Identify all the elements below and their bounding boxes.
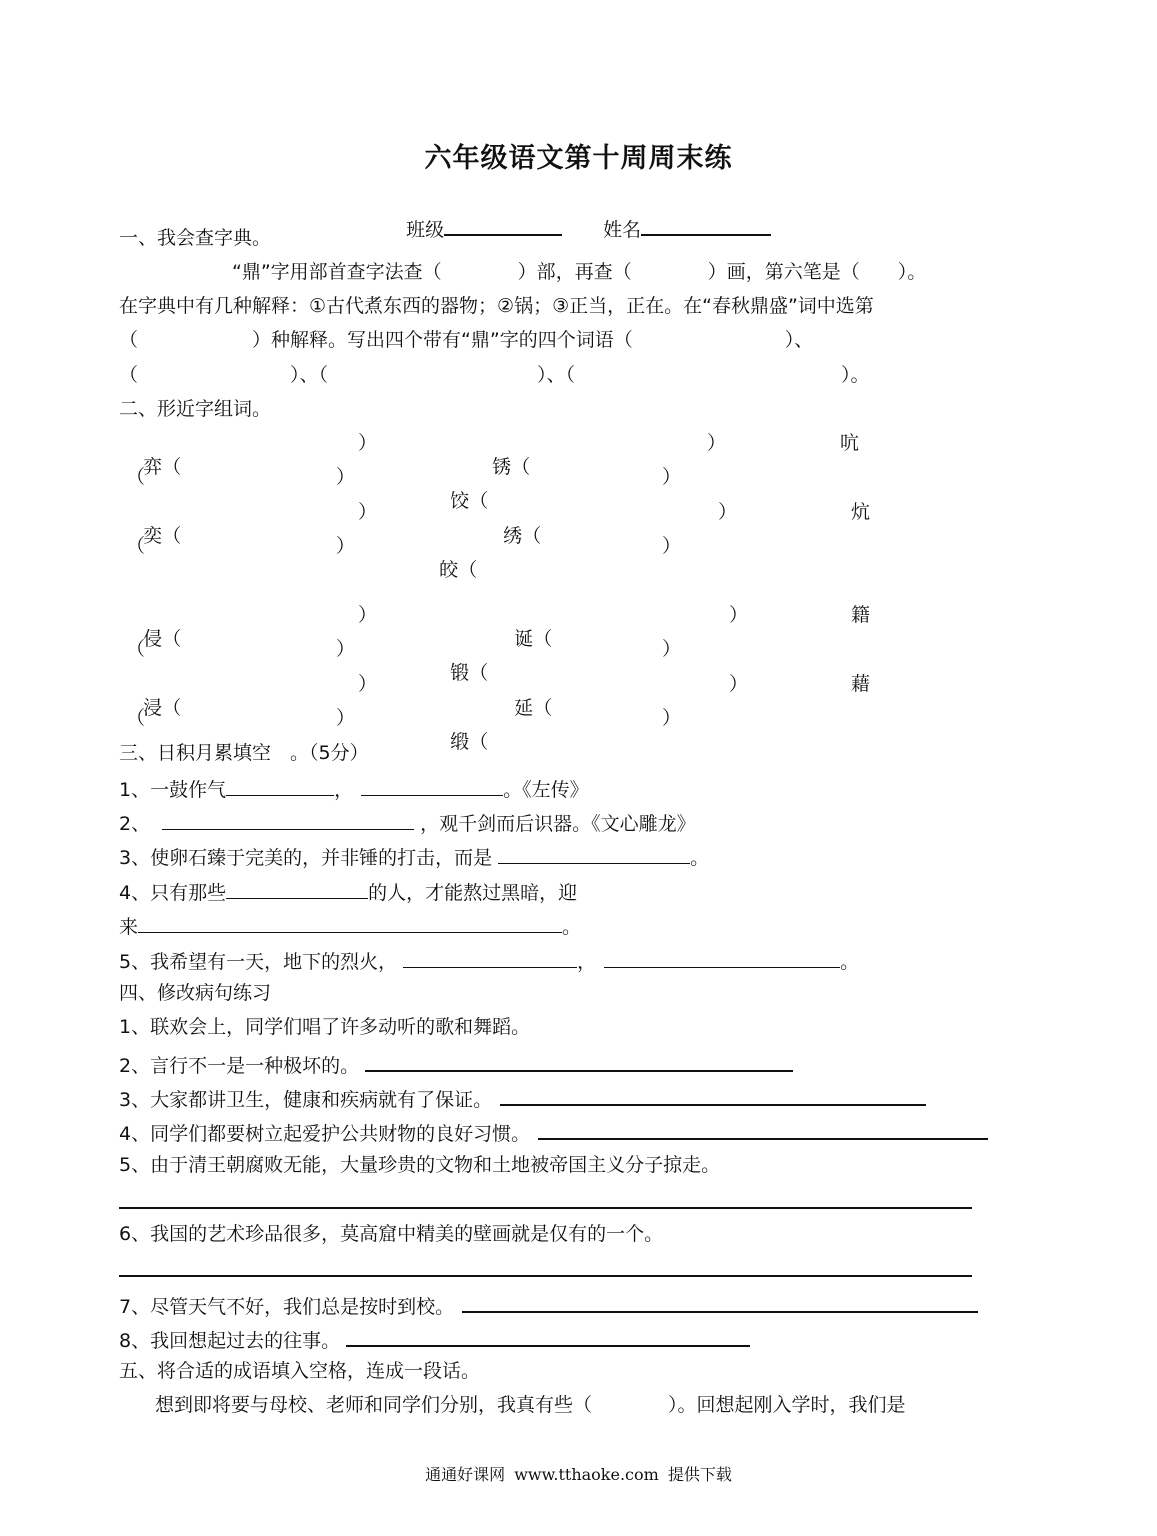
char-dan: 诞	[514, 628, 534, 650]
class-label: 班级	[406, 219, 445, 241]
section1-line3: （ ）种解释。写出四个带有“鼎”字的四个词语（ ）、	[119, 329, 814, 351]
paren-close: ）	[729, 673, 749, 695]
section1-line4: （ ）、（ ）、（ ）。	[119, 364, 870, 386]
answer-blank[interactable]	[138, 912, 562, 933]
footer-download-text: 提供下载	[667, 1465, 732, 1484]
similar-char-row: 奕（	[143, 525, 182, 547]
similar-char-row: 锈（	[492, 456, 531, 478]
char-qin: 侵	[143, 628, 163, 650]
footer-site-name: 通通好课网	[425, 1465, 506, 1484]
paren-open: （	[126, 638, 146, 660]
paren-close: ）	[358, 432, 378, 454]
paren-close: ）	[336, 707, 356, 729]
paren-open: （	[126, 466, 146, 488]
paren-close: ）	[336, 638, 356, 660]
char-duan2: 缎	[450, 731, 470, 753]
section2-heading: 二、形近字组词。	[119, 398, 272, 420]
char-ji: 籍	[851, 604, 871, 626]
answer-blank[interactable]	[604, 947, 840, 968]
paren-close: ）	[358, 673, 378, 695]
answer-blank[interactable]	[226, 775, 334, 796]
sentence-8: 8、我回想起过去的往事。	[119, 1325, 750, 1353]
paren-close: ）	[662, 535, 682, 557]
sentence-2: 2、言行不一是一种极坏的。	[119, 1050, 793, 1078]
section1-line1: “鼎”字用部首查字法查（ ）部，再查（ ）画，第六笔是（ ）。	[232, 261, 927, 283]
paren-close: ）	[662, 707, 682, 729]
paren-close: ）	[718, 501, 738, 523]
correction-blank[interactable]	[538, 1118, 988, 1140]
char-jiao: 饺	[450, 490, 470, 512]
similar-char-row: 皎（	[439, 559, 478, 581]
section4-heading: 四、修改病句练习	[119, 982, 272, 1004]
similar-char-row: 缎（	[450, 731, 489, 753]
correction-blank[interactable]	[365, 1050, 793, 1072]
similar-char-row: 饺（	[450, 490, 489, 512]
name-label: 姓名	[603, 219, 642, 241]
answer-blank[interactable]	[162, 809, 414, 830]
fill-question-4: 4、只有那些 的人，才能熬过黑暗，迎	[119, 878, 577, 905]
sentence-3: 3、大家都讲卫生，健康和疾病就有了保证。	[119, 1084, 926, 1112]
correction-blank[interactable]	[500, 1084, 926, 1106]
class-blank[interactable]	[444, 214, 562, 236]
section5-paragraph: 想到即将要与母校、老师和同学们分别，我真有些（ ）。回想起刚入学时，我们是	[155, 1394, 906, 1416]
similar-char-row: 侵（	[143, 628, 182, 650]
char-yi: 弈	[143, 456, 163, 478]
fill-question-1: 1、一鼓作气 ， 。《左传》	[119, 775, 589, 802]
sentence-5: 5、由于清王朝腐败无能，大量珍贵的文物和土地被帝国主义分子掠走。	[119, 1154, 721, 1176]
footer-url[interactable]: www.tthaoke.com	[514, 1465, 659, 1484]
paren-close: ）	[336, 466, 356, 488]
section3-heading: 三、日积月累填空 。（5分）	[119, 742, 369, 764]
paren-open: （	[126, 707, 146, 729]
similar-char-row: 锻（	[450, 662, 489, 684]
answer-blank[interactable]	[498, 843, 690, 864]
char-jin: 浸	[143, 697, 163, 719]
char-yi2: 奕	[143, 525, 163, 547]
similar-char-row: 诞（	[514, 628, 553, 650]
char-xiu: 锈	[492, 456, 512, 478]
section1-heading: 一、我会查字典。	[119, 227, 272, 249]
name-label-row	[579, 190, 771, 266]
sentence-4: 4、同学们都要树立起爱护公共财物的良好习惯。	[119, 1118, 988, 1146]
sentence-1: 1、联欢会上，同学们唱了许多动听的歌和舞蹈。	[119, 1016, 531, 1038]
answer-blank[interactable]	[403, 947, 577, 968]
char-hang: 吭	[840, 432, 860, 454]
paren-open: （	[126, 535, 146, 557]
paren-close: ）	[662, 466, 682, 488]
section5-heading: 五、将合适的成语填入空格，连成一段话。	[119, 1360, 481, 1382]
similar-char-row: 延（	[514, 697, 553, 719]
similar-char-row: 弈（	[143, 456, 182, 478]
char-xiu2: 绣	[503, 525, 523, 547]
paren-close: ）	[358, 604, 378, 626]
paren-close: ）	[358, 501, 378, 523]
correction-blank[interactable]	[462, 1291, 978, 1313]
footer	[0, 1462, 1157, 1485]
correction-line[interactable]	[119, 1275, 972, 1277]
answer-blank[interactable]	[361, 775, 503, 796]
sentence-7: 7、尽管天气不好，我们总是按时到校。	[119, 1291, 978, 1319]
similar-char-row: 浸（	[143, 697, 182, 719]
similar-char-row: 绣（	[503, 525, 542, 547]
paren-close: ）	[729, 604, 749, 626]
paren-close: ）	[336, 535, 356, 557]
class-label-row	[382, 190, 562, 266]
sentence-6: 6、我国的艺术珍品很多，莫高窟中精美的壁画就是仅有的一个。	[119, 1223, 664, 1245]
correction-line[interactable]	[119, 1207, 972, 1209]
section1-line2: 在字典中有几种解释：①古代煮东西的器物；②锅；③正当，正在。在“春秋鼎盛”词中选第	[119, 295, 874, 317]
char-yan: 延	[514, 697, 534, 719]
fill-question-5: 5、我希望有一天，地下的烈火， ， 。	[119, 947, 859, 974]
name-blank[interactable]	[641, 214, 771, 236]
paren-close: ）	[707, 432, 727, 454]
fill-question-2: 2、 ，观千剑而后识器。《文心雕龙》	[119, 809, 696, 836]
fill-question-4-cont: 来 。	[119, 912, 581, 939]
fill-question-3: 3、使卵石臻于完美的，并非锤的打击，而是 。	[119, 843, 709, 870]
paren-close: ）	[662, 638, 682, 660]
answer-blank[interactable]	[226, 878, 368, 899]
char-duan: 锻	[450, 662, 470, 684]
char-jie: 藉	[851, 673, 871, 695]
char-jiao2: 皎	[439, 559, 459, 581]
correction-blank[interactable]	[346, 1325, 750, 1347]
page-title: 六年级语文第十周周末练	[424, 143, 733, 174]
char-kang: 炕	[851, 501, 871, 523]
